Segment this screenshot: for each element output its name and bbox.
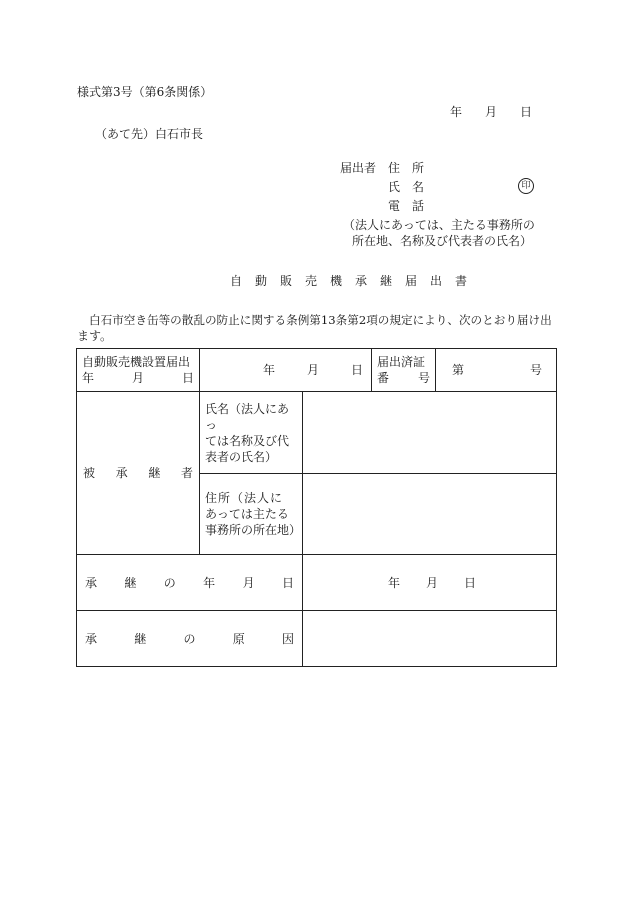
label-year: 年 — [82, 371, 95, 385]
cert-dai: 第 — [452, 363, 465, 377]
addr-label-line: あっては主たる — [205, 507, 289, 521]
cert-label-ban: 番 — [377, 371, 390, 385]
table-row — [77, 555, 557, 611]
applicant-name-label: 氏 名 — [388, 180, 425, 194]
successor-name-label — [200, 392, 303, 474]
name-label-line: 氏名（法人にあっ — [205, 401, 290, 432]
reason-label-char: の — [183, 631, 196, 646]
addressee: （あて先）白石市長 — [95, 127, 204, 141]
install-date-label-ymd — [82, 370, 194, 386]
body-line2: ます。 — [77, 329, 113, 343]
applicant-address-label: 住 所 — [388, 161, 425, 175]
reason-label-char: 因 — [281, 631, 294, 646]
succession-day: 日 — [464, 575, 477, 590]
label-day: 日 — [181, 371, 194, 385]
successor-address-label — [200, 474, 303, 555]
date-day: 日 — [520, 105, 533, 119]
name-label-line: ては名称及び代 — [205, 433, 290, 448]
certificate-number-value[interactable] — [436, 349, 557, 392]
succession-reason-field[interactable] — [303, 611, 557, 667]
applicant-phone-label: 電 話 — [388, 199, 425, 213]
successor-address-field[interactable] — [303, 474, 557, 555]
successor-name-field[interactable] — [303, 392, 557, 474]
successor-char: 承 — [115, 466, 128, 480]
successor-char: 継 — [148, 466, 161, 480]
date-label-char: 月 — [242, 575, 255, 590]
install-date-value[interactable] — [200, 349, 372, 392]
succession-year: 年 — [388, 575, 401, 590]
install-day: 日 — [351, 363, 364, 377]
label-month: 月 — [131, 371, 144, 385]
cert-label-top: 届出済証 — [377, 355, 426, 369]
cert-label-go: 号 — [418, 371, 431, 385]
reason-label-char: 原 — [232, 631, 245, 646]
body-line1: 白石市空き缶等の散乱の防止に関する条例第13条第2項の規定により、次のとおり届け出 — [89, 313, 552, 327]
install-year: 年 — [262, 363, 275, 377]
install-date-label-top: 自動販売機設置届出 — [82, 355, 191, 369]
cert-label-bottom — [377, 370, 430, 386]
successor-char: 被 — [83, 466, 96, 480]
applicant-label: 届出者 — [340, 161, 377, 175]
date-label-char: 継 — [124, 575, 137, 590]
install-date-label — [77, 349, 200, 392]
applicant-note-line2: 所在地、名称及び代表者の氏名） — [352, 234, 533, 248]
addr-label-line: 住所（法人に — [205, 491, 284, 505]
form-table — [76, 348, 557, 667]
cert-go: 号 — [530, 363, 543, 377]
reason-label-char: 継 — [134, 631, 147, 646]
succession-month: 月 — [426, 575, 439, 590]
date-label-char: 日 — [281, 575, 294, 590]
date-label-char: 承 — [85, 575, 98, 590]
reason-label-char: 承 — [85, 631, 98, 646]
document-title: 自動販売機承継届出書 — [230, 274, 481, 288]
date-year: 年 — [450, 105, 463, 119]
date-label-char: の — [163, 575, 176, 590]
install-month: 月 — [306, 363, 319, 377]
date-month: 月 — [485, 105, 498, 119]
table-row — [77, 349, 557, 392]
successor-label — [77, 392, 200, 555]
table-row — [77, 611, 557, 667]
succession-date-label — [77, 555, 303, 611]
addr-label-line: 事務所の所在地） — [205, 523, 302, 537]
table-row — [77, 392, 557, 474]
succession-reason-label — [77, 611, 303, 667]
succession-date-field[interactable] — [303, 555, 557, 611]
successor-char: 者 — [180, 466, 193, 480]
seal-mark: 印 — [518, 178, 534, 194]
name-label-line: 表者の氏名） — [205, 449, 278, 464]
form-number: 様式第3号（第6条関係） — [77, 85, 213, 99]
certificate-number-label — [372, 349, 436, 392]
date-label-char: 年 — [203, 575, 216, 590]
applicant-note-line1: （法人にあっては、主たる事務所の — [343, 218, 535, 232]
